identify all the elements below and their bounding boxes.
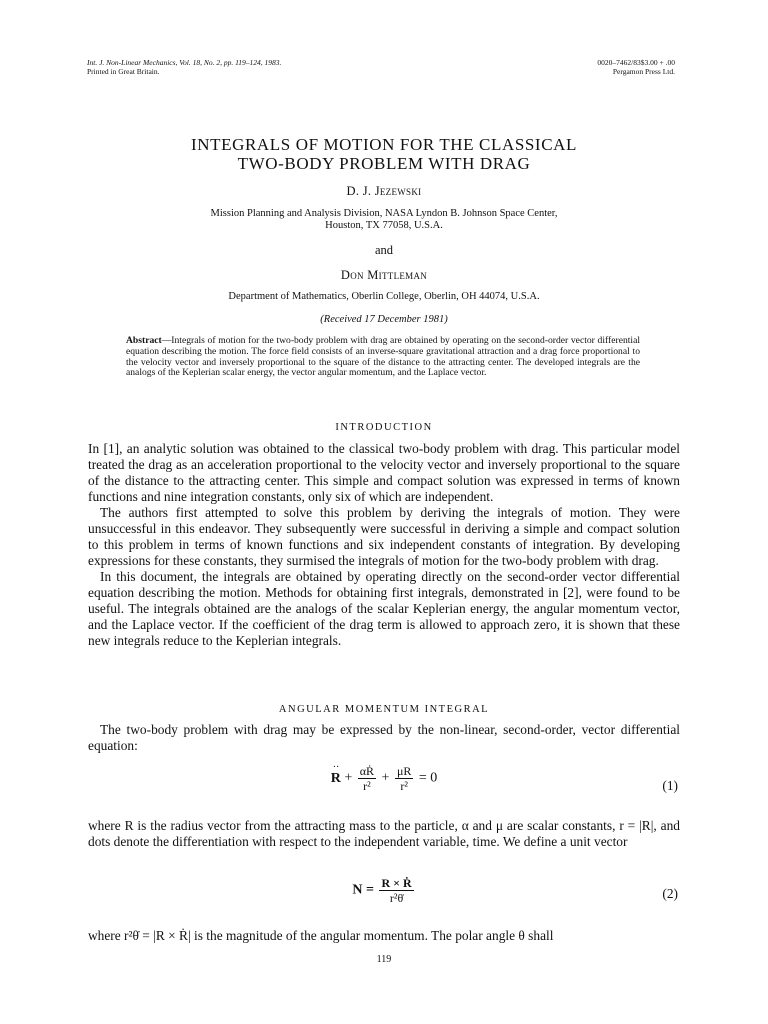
intro-paragraph-2: The authors first attempted to solve this problem by deriving the integrals of motion. They were unsuccessful in this endeavor. They subsequently were successful in deriving a simple and compact solution to this problem in terms of known functions and six independent constants of integration. By developing expressions for these constants, they surmised the integrals of motion for the two-body problem with drag.	[88, 505, 680, 568]
paper-title-line2: TWO-BODY PROBLEM WITH DRAG	[237, 154, 531, 173]
eq2-lhs: N =	[352, 882, 374, 898]
journal-citation-line1: Int. J. Non-Linear Mechanics, Vol. 18, No. 2, pp. 119–124, 1983.	[87, 58, 282, 67]
received-date: (Received 17 December 1981)	[320, 314, 448, 325]
am-paragraph-3: where r²θ̇ = |R × Ṙ| is the magnitude of the angular momentum. The polar angle θ shall	[88, 928, 554, 943]
affiliation-1	[0, 208, 768, 232]
section-heading-angular-momentum: ANGULAR MOMENTUM INTEGRAL	[278, 704, 490, 715]
abstract	[126, 336, 640, 379]
journal-citation-line2: Printed in Great Britain.	[87, 67, 160, 76]
eq1-plus-2: +	[381, 770, 390, 786]
eq1-r-double-dot: R ··	[330, 761, 341, 786]
eq1-plus-1: +	[344, 770, 353, 786]
angular-momentum-intro	[88, 722, 680, 754]
equation-2-expression	[88, 876, 680, 905]
eq1-fraction-gravity	[395, 764, 413, 793]
angular-momentum-body	[88, 818, 680, 850]
and-separator: and	[374, 243, 394, 257]
equation-2-number: (2)	[662, 886, 678, 901]
affiliation-2: Department of Mathematics, Oberlin College, Oberlin, OH 44074, U.S.A.	[228, 291, 540, 302]
eq1-fraction-drag-denominator: r²	[363, 779, 371, 793]
eq2-fraction-numerator: R × Ṙ	[381, 876, 412, 890]
eq1-fraction-drag-numerator: αṘ	[359, 764, 375, 778]
introduction-body	[88, 441, 680, 649]
am-paragraph-2: where R is the radius vector from the attracting mass to the particle, α and μ are scalar constants, r = |R|, and dots denote the differentiation with respect to the independent variable, time. We define a unit vector	[88, 818, 680, 849]
eq2-fraction-denominator: r²θ̇	[389, 891, 404, 905]
publisher-code-line1: 0020–7462/83$3.00 + .00	[597, 58, 675, 67]
equation-1-expression	[88, 761, 680, 793]
page-number: 119	[376, 954, 392, 965]
eq2-fraction	[379, 876, 413, 905]
am-paragraph-1: The two-body problem with drag may be expressed by the non-linear, second-order, vector differential equation:	[88, 722, 680, 753]
equation-1	[88, 761, 680, 804]
abstract-text: —Integrals of motion for the two-body problem with drag are obtained by operating on the second-order vector differential equation describing the motion. The force field consists of an inverse-square gravitational attraction and a drag force proportional to the velocity vector and inversely proportional to the square of the distance to the attracting center. The developed integrals are the analogs of the Keplerian scalar energy, the vector angular momentum, and the Laplace vector.	[126, 335, 640, 379]
author-1: D. J. Jezewski	[346, 184, 422, 198]
intro-paragraph-3: In this document, the integrals are obtained by operating directly on the second-order vector differential equation describing the motion. Methods for obtaining first integrals, demonstrated in [2], were found to be useful. The integrals obtained are the analogs of the scalar Keplerian energy, the angular momentum vector, and the Laplace vector. If the coefficient of the drag term is allowed to approach zero, it is shown that these new integrals reduce to the Keplerian integrals.	[88, 569, 680, 648]
eq1-fraction-drag	[358, 764, 376, 793]
author-2: Don Mittleman	[340, 268, 428, 282]
paper-title	[0, 135, 768, 173]
eq1-fraction-gravity-denominator: r²	[400, 779, 408, 793]
affiliation-1-line2: Houston, TX 77058, U.S.A.	[325, 220, 443, 231]
publisher-code	[597, 58, 675, 76]
journal-citation	[87, 58, 281, 76]
paper-title-line1: INTEGRALS OF MOTION FOR THE CLASSICAL	[191, 135, 577, 154]
angular-momentum-continued	[88, 928, 680, 944]
eq1-fraction-gravity-numerator: μR	[396, 764, 412, 778]
publisher-code-line2: Pergamon Press Ltd.	[612, 67, 675, 76]
affiliation-1-line1: Mission Planning and Analysis Division, NASA Lyndon B. Johnson Space Center,	[210, 208, 558, 219]
equation-2	[88, 876, 680, 916]
eq1-rhs: = 0	[418, 770, 438, 786]
section-heading-introduction: INTRODUCTION	[335, 422, 433, 433]
equation-1-number: (1)	[662, 778, 678, 793]
abstract-label: Abstract	[126, 335, 162, 346]
intro-paragraph-1: In [1], an analytic solution was obtained to the classical two-body problem with drag. This particular model treated the drag as an acceleration proportional to the velocity vector and inversely proportional to the square of the distance to the attracting center. This simple and compact solution was expressed in terms of known functions and nine integration constants, only six of which are independent.	[88, 441, 680, 504]
